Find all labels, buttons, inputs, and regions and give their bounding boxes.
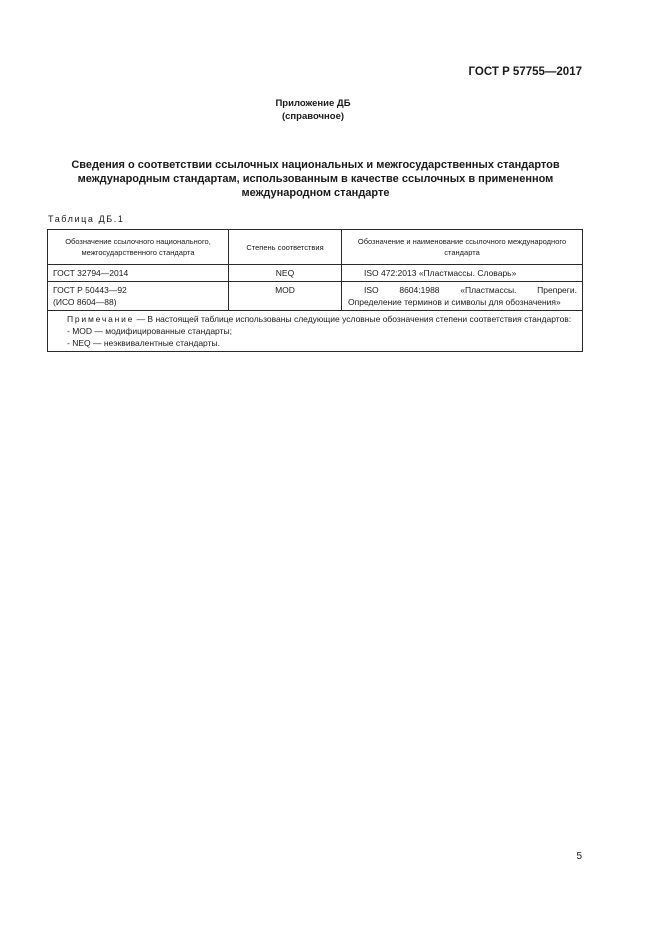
cell-degree: MOD bbox=[229, 282, 342, 311]
table-note-row bbox=[48, 311, 583, 352]
cell-degree: NEQ bbox=[229, 265, 342, 282]
cell-international-standard: ISO 8604:1988 «Пластмассы. Препреги. Определение терминов и символы для обозначения» bbox=[342, 282, 583, 311]
header-degree: Степень соответствия bbox=[229, 230, 342, 265]
note-label: Примечание bbox=[67, 314, 135, 324]
header-national-standard: Обозначение ссылочного национального, межгосударственного стандарта bbox=[48, 230, 229, 265]
table-row bbox=[48, 282, 583, 311]
cell-national-standard: ГОСТ 32794—2014 bbox=[48, 265, 229, 282]
appendix-subtitle: (справочное) bbox=[281, 111, 345, 122]
cell-international-standard: ISO 472:2013 «Пластмассы. Словарь» bbox=[342, 265, 583, 282]
header-international-standard: Обозначение и наименование ссылочного международного стандарта bbox=[342, 230, 583, 265]
section-title-line: Сведения о соответствии ссылочных национальных и межгосударственных стандартов bbox=[71, 159, 560, 171]
correspondence-table bbox=[47, 229, 583, 352]
section-title-line: международном стандарте bbox=[241, 187, 390, 199]
table-note bbox=[48, 311, 583, 352]
table-row bbox=[48, 265, 583, 282]
table-caption: Таблица ДБ.1 bbox=[48, 214, 125, 224]
cell-national-standard bbox=[48, 282, 229, 311]
note-item-mod: - MOD — модифицированные стандарты; bbox=[67, 326, 232, 336]
section-title-line: международным стандартам, использованным в качестве ссылочных в примененном bbox=[77, 173, 554, 185]
appendix-heading bbox=[0, 97, 626, 123]
note-text: — В настоящей таблице использованы следующие условные обозначения степени соответствия стандартов: bbox=[134, 314, 572, 324]
page-number: 5 bbox=[576, 851, 582, 862]
document-code: ГОСТ Р 57755—2017 bbox=[468, 66, 582, 78]
section-title bbox=[48, 158, 583, 200]
note-paragraph bbox=[53, 313, 577, 325]
note-item-neq: - NEQ — неэквивалентные стандарты. bbox=[67, 338, 220, 348]
table-header-row bbox=[48, 230, 583, 265]
national-standard-code: ГОСТ Р 50443—92 bbox=[53, 285, 127, 295]
national-standard-iso-equivalent: (ИСО 8604—88) bbox=[53, 297, 117, 307]
appendix-title: Приложение ДБ bbox=[275, 98, 351, 109]
